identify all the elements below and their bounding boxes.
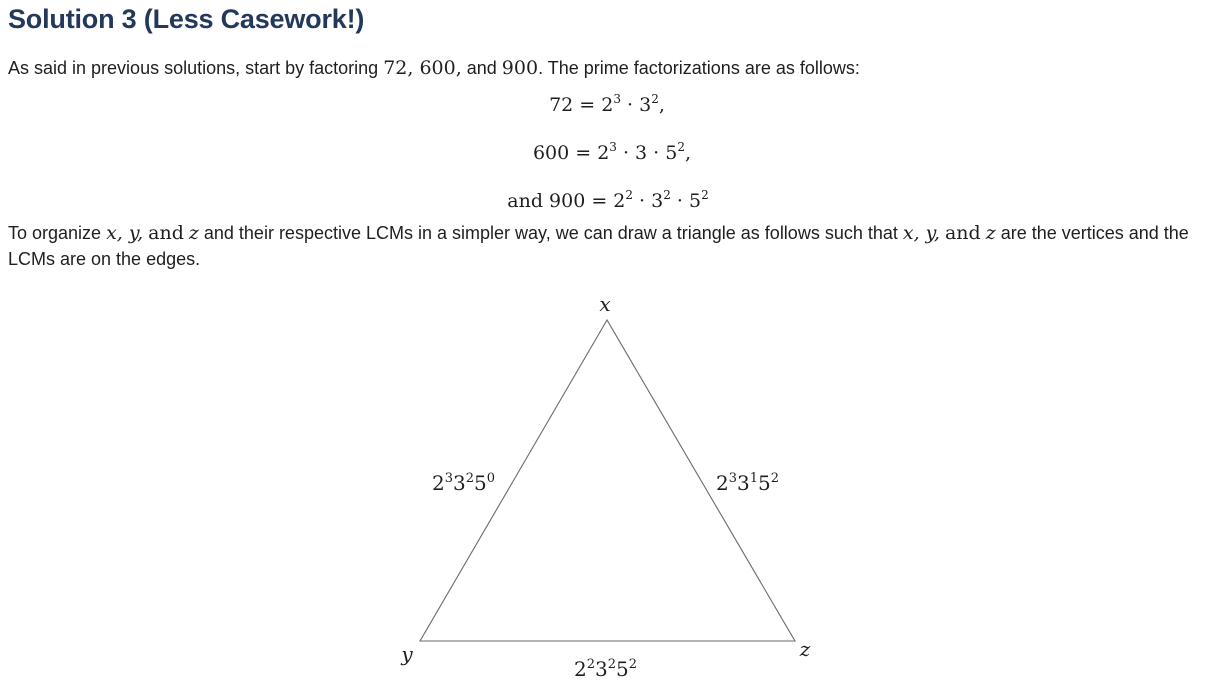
intro-text-before: As said in previous solutions, start by factoring <box>8 58 384 78</box>
solution-heading: Solution 3 (Less Casework!) <box>8 4 365 34</box>
vertex-x-label: x <box>599 292 611 316</box>
vertex-y-label: y <box>401 642 413 666</box>
vertex-z-label: z <box>799 637 811 661</box>
intro-text-after: . The prime factorizations are as follows: <box>538 58 860 78</box>
intro-numbers: 72, 600, <box>383 57 462 79</box>
intro-text-and: and <box>461 58 502 78</box>
equation-72: $72 = 2^3 \cdot 3^2$, <box>549 92 665 116</box>
organize-paragraph: To organize x, y, and z and their respective LCMs in a simpler way, we can draw a triangle as follows such that x, y, and z are the vertices and the LCMs are on the edges. <box>8 222 1189 269</box>
edge-xy-lcm-label: $2^33^25^0$ <box>432 471 496 495</box>
edge-xz-lcm-label: $2^33^15^2$ <box>716 471 780 495</box>
intro-last-number: 900 <box>501 57 539 79</box>
equation-900: and $900 = 2^2 \cdot 3^2 \cdot 5^2$ <box>507 188 709 212</box>
equation-600: $600 = 2^3 \cdot 3 \cdot 5^2$, <box>532 140 692 164</box>
edge-yz-lcm-label: $2^23^25^2$ <box>574 657 638 681</box>
lcm-triangle-diagram <box>0 280 1214 700</box>
intro-paragraph <box>8 55 1203 81</box>
